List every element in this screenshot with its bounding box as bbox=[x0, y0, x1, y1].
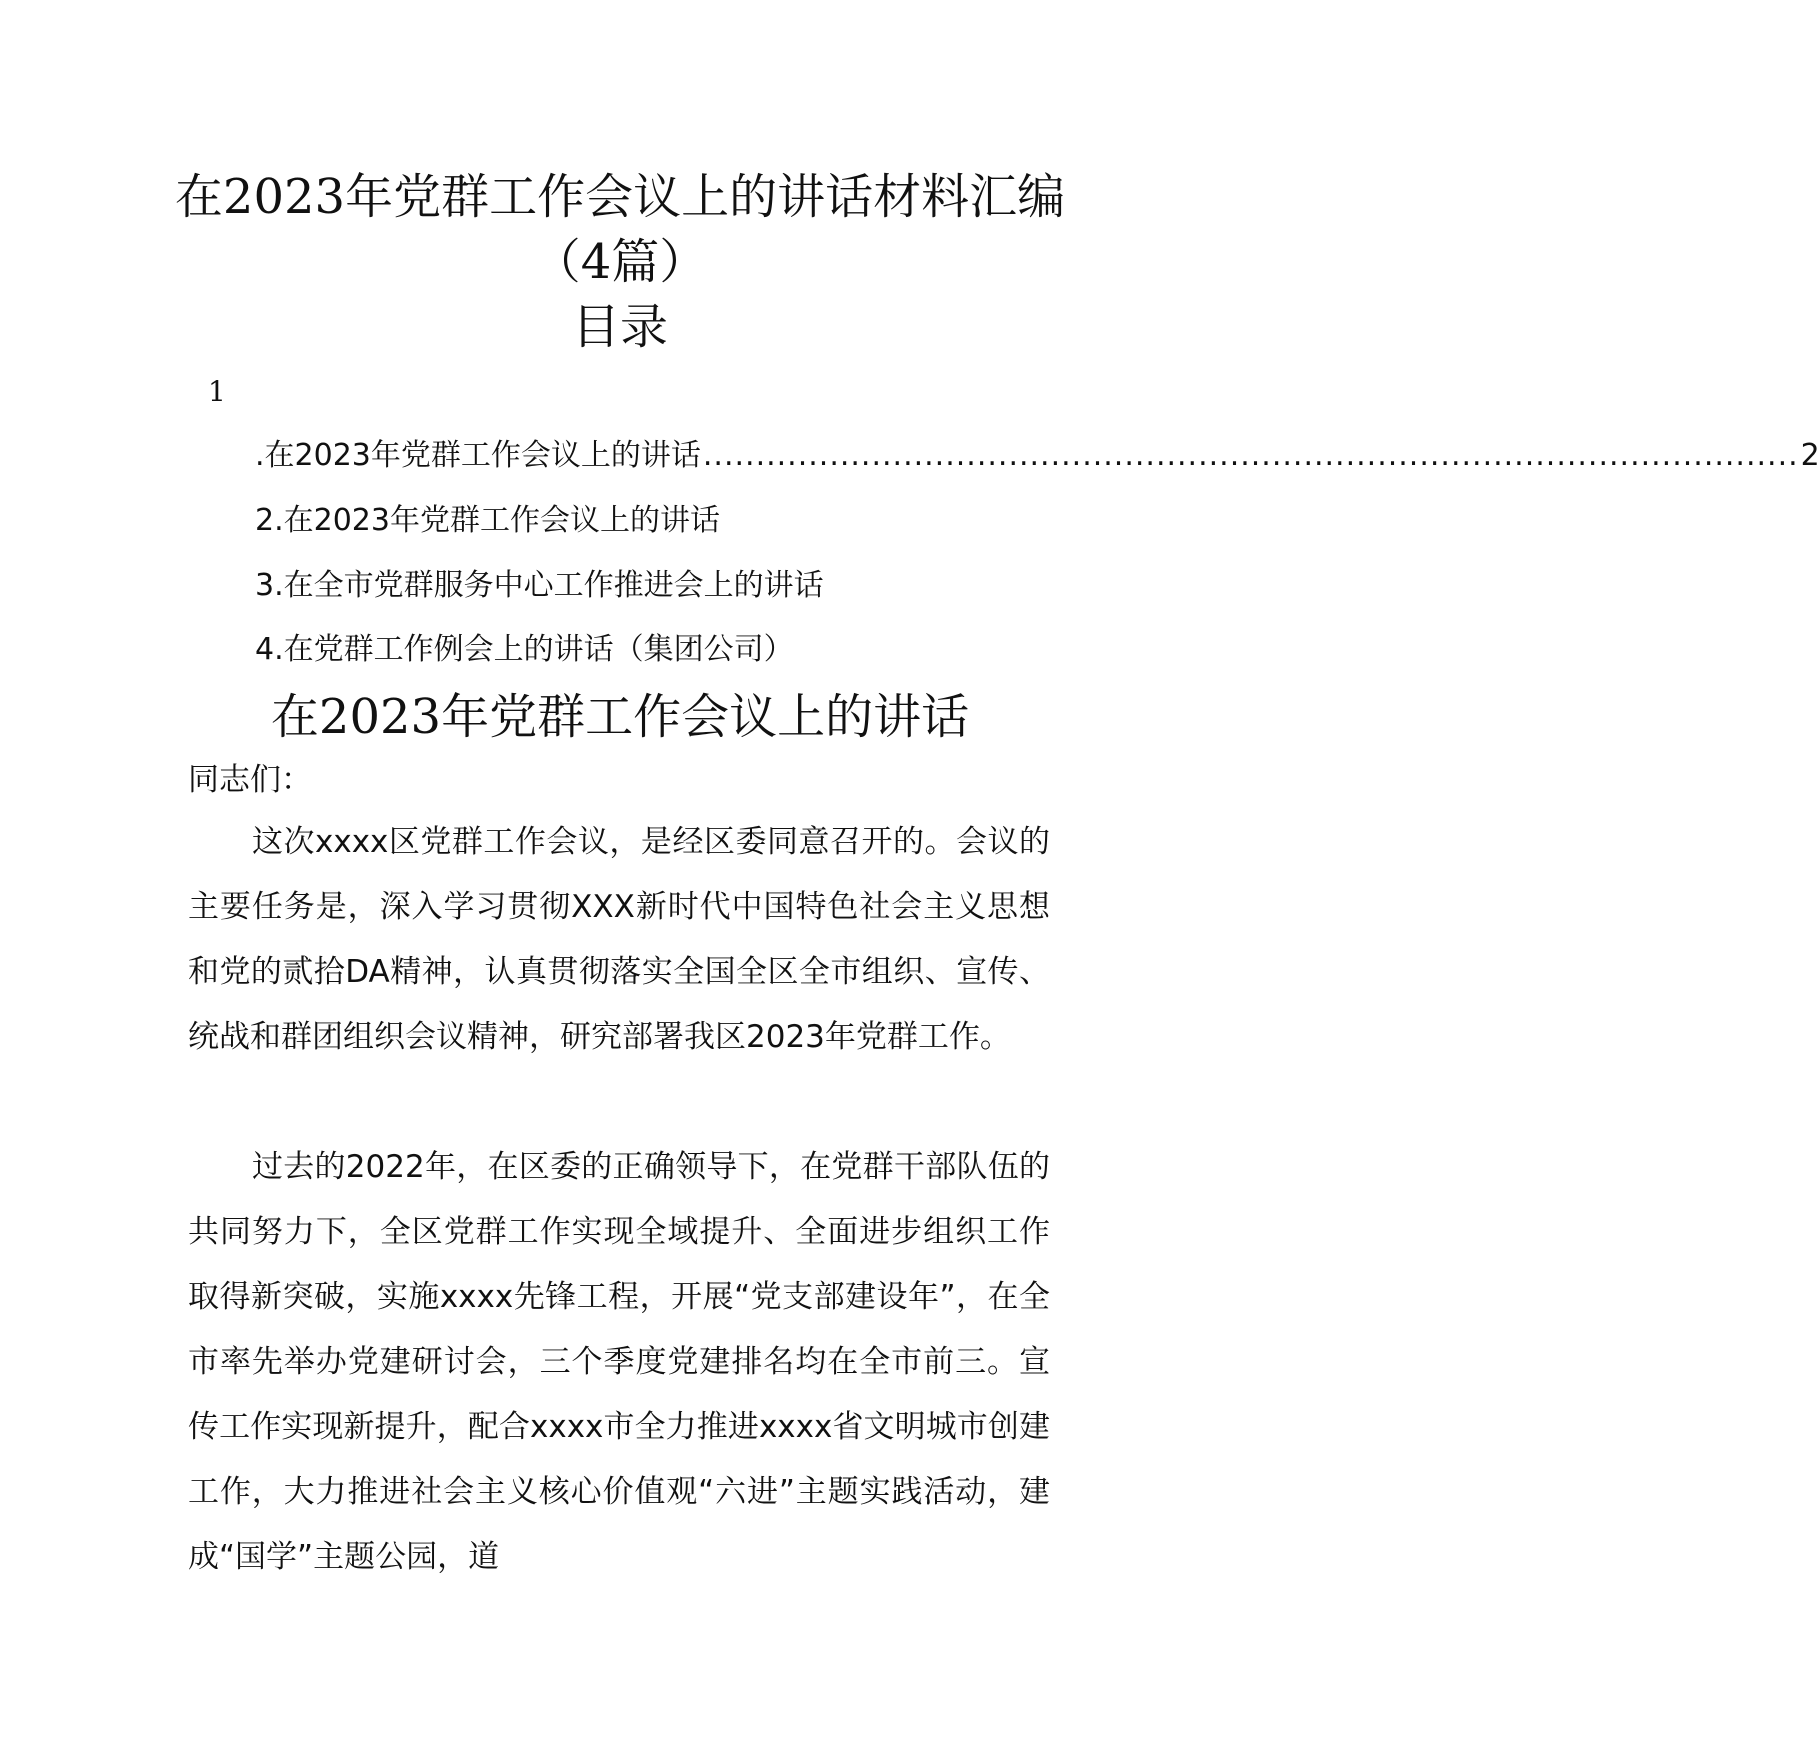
toc-item-label: 4.在党群工作例会上的讲话（集团公司） bbox=[255, 632, 794, 667]
toc-item-1[interactable] bbox=[255, 436, 1820, 476]
body-paragraph-2: 过去的2022年，在区委的正确领导下，在党群干部队伍的共同努力下，全区党群工作实现全域提升、全面进步组织工作取得新突破，实施xxxx先锋工程，开展“党支部建设年”，在全市率先举办党建研讨会，三个季度党建排名均在全市前三。宣传工作实现新提升，配合xxxx市全力推进xxxx省文明城市创建工作，大力推进社会主义核心价值观“六进”主题实践活动，建成“国学”主题公园，道 bbox=[188, 1149, 1050, 1575]
document-title: 在2023年党群工作会议上的讲话材料汇编 bbox=[174, 169, 1066, 225]
document-title-subtitle: （4篇） bbox=[532, 234, 708, 290]
toc-item-3[interactable] bbox=[255, 566, 824, 606]
toc-item-2[interactable] bbox=[255, 501, 720, 541]
toc-item-label: 3.在全市党群服务中心工作推进会上的讲话 bbox=[255, 568, 824, 603]
salutation: 同志们： bbox=[188, 762, 312, 798]
toc-item-4[interactable] bbox=[255, 630, 794, 670]
toc-number-prefix: 1 bbox=[208, 375, 226, 408]
toc-heading: 目录 bbox=[571, 299, 668, 355]
toc-leader-dots: ........................................................................................................ bbox=[702, 438, 1799, 473]
toc-item-label: .在2023年党群工作会议上的讲话 bbox=[255, 438, 701, 473]
section-title: 在2023年党群工作会议上的讲话 bbox=[270, 689, 970, 745]
toc-item-label: 2.在2023年党群工作会议上的讲话 bbox=[255, 503, 720, 538]
toc-page-number: 2 bbox=[1800, 438, 1820, 473]
body-paragraph-1: 这次xxxx区党群工作会议，是经区委同意召开的。会议的主要任务是，深入学习贯彻XXX新时代中国特色社会主义思想和党的贰拾DA精神，认真贯彻落实全国全区全市组织、宣传、统战和群团组织会议精神，研究部署我区2023年党群工作。 bbox=[188, 824, 1050, 1055]
